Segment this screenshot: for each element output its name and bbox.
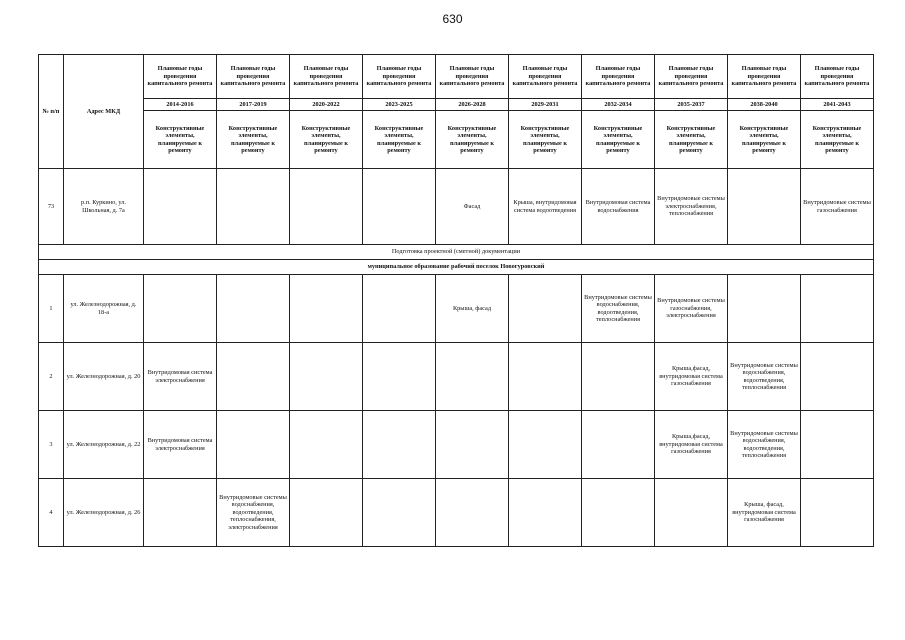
page-number: 630 [442,12,463,26]
repair-elements-cell [509,275,582,343]
repair-elements-cell [582,479,655,547]
row-address: ул. Железнодорожная, д. 18-а [64,275,144,343]
elements-label-header: Конструктивные элементы, планируемые к ремонту [728,111,801,169]
repair-elements-cell: Внутридомовая система водоснабжения [582,169,655,245]
row-number: 2 [39,343,64,411]
repair-elements-cell [363,479,436,547]
elements-label-header: Конструктивные элементы, планируемые к ремонту [290,111,363,169]
table-header [39,55,874,169]
period-label-header: Плановые годы проведения капитального ремонта [582,55,655,99]
repair-elements-cell [290,411,363,479]
elements-label-header: Конструктивные элементы, планируемые к ремонту [801,111,874,169]
repair-elements-cell: Внутридомовые системы газоснабжения [801,169,874,245]
elements-label-header: Конструктивные элементы, планируемые к ремонту [509,111,582,169]
repair-elements-cell [217,169,290,245]
repair-elements-cell [655,479,728,547]
period-years-2020-2022: 2020-2022 [290,99,363,111]
elements-label-header: Конструктивные элементы, планируемые к ремонту [363,111,436,169]
elements-label-header: Конструктивные элементы, планируемые к ремонту [217,111,290,169]
repair-elements-cell: Крыша, фасад, внутридомовая система газоснабжения [728,479,801,547]
repair-elements-cell [363,275,436,343]
period-label-header: Плановые годы проведения капитального ремонта [801,55,874,99]
section-title: Подготовка проектной (сметной) документации [39,245,874,260]
period-years-2014-2016: 2014-2016 [144,99,217,111]
repair-elements-cell [144,275,217,343]
repair-elements-cell: Внутридомовые системы водоснабжения, водоотведения, теплоснабжения [728,411,801,479]
repair-elements-cell [436,479,509,547]
table-row [39,343,874,411]
repair-elements-cell [801,411,874,479]
elements-label-header: Конструктивные элементы, планируемые к ремонту [655,111,728,169]
elements-label-header: Конструктивные элементы, планируемые к ремонту [582,111,655,169]
period-years-2023-2025: 2023-2025 [363,99,436,111]
row-number: 1 [39,275,64,343]
repair-elements-cell [290,343,363,411]
elements-label-header: Конструктивные элементы, планируемые к ремонту [436,111,509,169]
repair-elements-cell [728,169,801,245]
repair-elements-cell: Внутридомовые системы электроснабжения, теплоснабжения [655,169,728,245]
row-address: р.п. Куркино, ул. Школьная, д. 7а [64,169,144,245]
address-column-header: Адрес МКД [64,55,144,169]
rows-before-section [39,169,874,245]
period-label-header: Плановые годы проведения капитального ремонта [144,55,217,99]
repair-elements-cell [801,343,874,411]
row-number: 4 [39,479,64,547]
period-label-header: Плановые годы проведения капитального ремонта [363,55,436,99]
num-column-header: № п/п [39,55,64,169]
repair-elements-cell: Внутридомовые системы водоснабжения, водоотведения, теплоснабжения, электроснабжения [217,479,290,547]
row-number: 3 [39,411,64,479]
repair-elements-cell: Крыша, внутридомовая система водоотведения [509,169,582,245]
repair-elements-cell [801,275,874,343]
repair-elements-cell [144,479,217,547]
repair-elements-cell [582,343,655,411]
repair-elements-cell [144,169,217,245]
period-label-header: Плановые годы проведения капитального ремонта [509,55,582,99]
row-number: 73 [39,169,64,245]
repair-elements-cell [509,343,582,411]
repair-elements-cell [801,479,874,547]
capital-repair-table [38,54,874,547]
period-label-header: Плановые годы проведения капитального ремонта [728,55,801,99]
table-row [39,169,874,245]
repair-elements-cell [217,275,290,343]
municipality-title: муниципальное образование рабочий поселок Новогуровский [39,260,874,275]
repair-elements-cell [290,169,363,245]
repair-elements-cell [363,343,436,411]
row-address: ул. Железнодорожная, д. 22 [64,411,144,479]
repair-elements-cell [217,343,290,411]
repair-elements-cell: Внутридомовая система электроснабжения [144,343,217,411]
repair-elements-cell [436,411,509,479]
repair-elements-cell: Внутридомовая система электроснабжения [144,411,217,479]
period-years-2032-2034: 2032-2034 [582,99,655,111]
period-years-2038-2040: 2038-2040 [728,99,801,111]
repair-elements-cell [217,411,290,479]
repair-elements-cell: Фасад [436,169,509,245]
repair-elements-cell [728,275,801,343]
period-label-header: Плановые годы проведения капитального ремонта [290,55,363,99]
period-years-2017-2019: 2017-2019 [217,99,290,111]
row-address: ул. Железнодорожная, д. 26 [64,479,144,547]
repair-elements-cell [290,479,363,547]
repair-elements-cell: Внутридомовые системы водоснабжения, водоотведения, теплоснабжения [728,343,801,411]
period-years-2035-2037: 2035-2037 [655,99,728,111]
table-row [39,479,874,547]
repair-elements-cell: Внутридомовые системы газоснабжения, электроснабжения [655,275,728,343]
repair-elements-cell [509,479,582,547]
repair-elements-cell [582,411,655,479]
period-years-2026-2028: 2026-2028 [436,99,509,111]
repair-elements-cell [509,411,582,479]
repair-elements-cell [436,343,509,411]
period-years-2029-2031: 2029-2031 [509,99,582,111]
table-row [39,411,874,479]
period-years-2041-2043: 2041-2043 [801,99,874,111]
repair-elements-cell [363,169,436,245]
period-label-header: Плановые годы проведения капитального ремонта [655,55,728,99]
repair-elements-cell: Крыша,фасад, внутридомовая система газоснабжения [655,411,728,479]
repair-elements-cell: Крыша, фасад [436,275,509,343]
elements-label-header: Конструктивные элементы, планируемые к ремонту [144,111,217,169]
period-label-header: Плановые годы проведения капитального ремонта [217,55,290,99]
rows-after-section [39,275,874,547]
table-row [39,275,874,343]
repair-elements-cell: Крыша,фасад, внутридомовая система газоснабжения [655,343,728,411]
repair-elements-cell [363,411,436,479]
row-address: ул. Железнодорожная, д. 20 [64,343,144,411]
repair-elements-cell [290,275,363,343]
repair-elements-cell: Внутридомовые системы водоснабжения, водоотведения, теплоснабжения [582,275,655,343]
period-label-header: Плановые годы проведения капитального ремонта [436,55,509,99]
